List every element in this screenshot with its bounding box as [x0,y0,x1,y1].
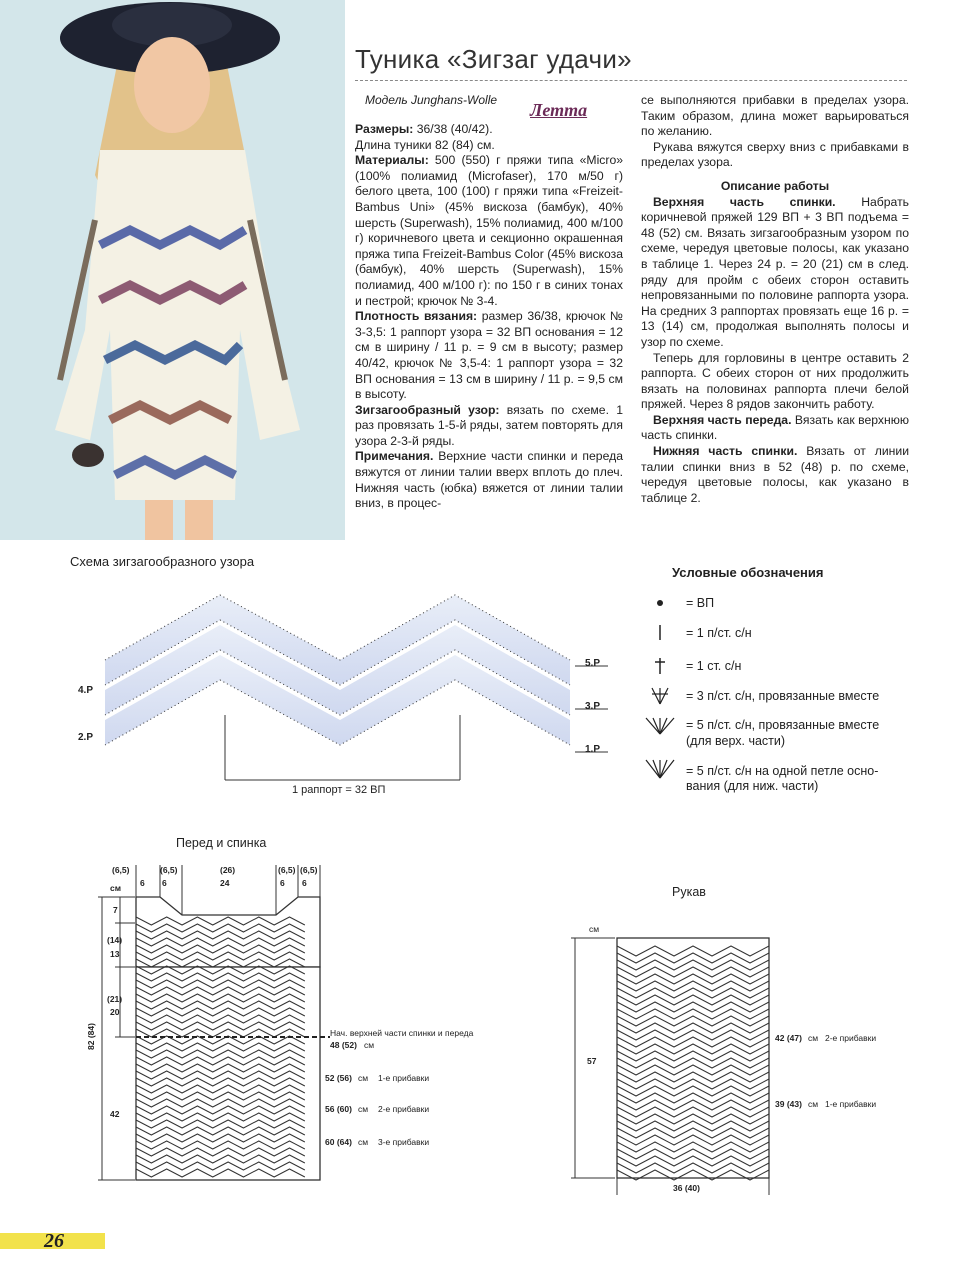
dim-label: (6,5) [300,865,318,875]
sizes-value: 36/38 (40/42). [413,122,493,136]
back-top [641,195,909,351]
back-bottom-label: Нижняя часть спинки. [653,444,798,459]
back-bottom [641,444,909,506]
legend-symbols [640,590,680,790]
dim-label: 42 [110,1109,120,1119]
legend-item: = ВП [686,596,715,610]
dim-label: (14) [107,935,123,945]
title-divider [355,80,907,81]
schema-row-label: 1.Р [585,744,601,755]
front-top [641,413,909,444]
increase-3: 3-е прибавки [378,1137,430,1147]
five-in-one-icon [646,760,674,778]
cm-unit: см [808,1099,819,1109]
sleeve-title: Рукав [672,885,706,899]
cm-unit: см [358,1073,369,1083]
materials-label: Материалы: [355,153,429,168]
repeat-label: 1 раппорт = 32 ВП [292,784,386,796]
dim-label: (6,5) [278,865,296,875]
dim-label: 6 [140,878,145,888]
sleeve-width-42: 42 (47) [775,1033,802,1043]
zigzag-label: Зигзагообразный узор: [355,402,500,417]
dim-label: (21) [107,994,123,1004]
density-text: размер 36/38, крючок № 3-3,5: 1 раппорт узора = 32 ВП основания = 12 см в ширину / 11 р. = 9 см в высоту; размер 40/42, крючок № 3,5-4: 1 раппорт узора = 32 ВП основания = 13 см в ширину / 11 р. = 9,5 см в высоту. [355,309,623,402]
legend-item: = 1 ст. с/н [686,659,742,673]
page-number-tab [0,1230,105,1252]
zigzag-text: вязать по схеме. 1 раз провязать 1-5-й ряды, затем повторять для узора 2-3-й ряды. [355,402,623,448]
schema-title: Схема зигзагообразного узора [70,554,255,569]
density-label: Плотность вязания: [355,309,478,324]
length: Длина туники 82 (84) см. [355,137,495,152]
schema-row-label: 2.Р [78,732,94,743]
cm-unit: см [358,1137,369,1147]
dim-label: 7 [113,905,118,915]
total-height-label: 82 (84) [86,1023,96,1050]
schema-row-label: 3.Р [585,701,601,712]
dim-label: (26) [220,865,236,875]
schema-row-label: 4.Р [78,685,94,696]
dim-label: 20 [110,1007,120,1017]
neck-paragraph: Теперь для горловины в центре оставить 2 раппорта. С обеих сторон от них продолжить вязать на половинах раппорта плечи белой пряжей. Через 8 рядов закончить работу. [641,350,909,412]
cm-label: см [110,883,122,893]
increase-1: 1-е прибавки [378,1073,430,1083]
model-photo [0,0,345,540]
dim-label: 13 [110,949,120,959]
cm-label: см [589,924,600,934]
waist-note: Нач. верхней части спинки и переда [330,1028,474,1038]
width-48: 48 (52) [330,1040,357,1050]
text-column-1 [355,122,623,512]
sleeve-increase-2: 2-е прибавки [825,1033,877,1043]
back-top-label: Верхняя часть спинки. [653,194,836,209]
sizes-label: Размеры: [355,122,414,136]
sleeve-height: 57 [587,1056,597,1066]
dim-label: 6 [280,878,285,888]
front-back-diagram [80,855,520,1185]
density [355,309,623,403]
materials [355,153,623,309]
legend-item: вания (для ниж. части) [686,779,819,793]
legend-item: (для верх. части) [686,734,786,748]
notes-label: Примечания. [355,449,434,464]
schema-row-label: 5.Р [585,658,601,669]
dim-label: 6 [302,878,307,888]
sleeve-bottom-width: 36 (40) [673,1183,700,1193]
legend-item: = 1 п/ст. с/н [686,626,752,640]
sleeve-increase-1: 1-е прибавки [825,1099,877,1109]
legend-item: = 5 п/ст. с/н, провязанные вместе [686,718,880,732]
brand-name: Летта [530,100,588,120]
cm-unit: см [808,1033,819,1043]
text-column-2 [641,93,909,506]
sleeve-width-39: 39 (43) [775,1099,802,1109]
work-heading: Описание работы [720,178,830,193]
legend-item: = 5 п/ст. с/н на одной петле осно- [686,764,879,778]
cm-unit: см [358,1104,369,1114]
three-together-icon [652,688,668,704]
notes [355,449,623,511]
increase-2: 2-е прибавки [378,1104,430,1114]
dim-label: (6,5) [160,865,178,875]
legend-item: = 3 п/ст. с/н, провязанные вместе [686,689,880,703]
notes-text: Верхние части спинки и переда вяжутся от линии талии вверх вплоть до плеч. Нижняя часть (юбка) вяжется от линии талии вниз, в процес- [355,449,623,511]
width-56: 56 (60) [325,1104,352,1114]
schema-bands [105,595,570,745]
model-credit: Модель Junghans-Wolle [365,93,498,107]
page-title: Туника «Зигзаг удачи» [355,44,632,74]
front-top-label: Верхняя часть переда. [653,412,792,427]
width-60: 60 (64) [325,1137,352,1147]
zigzag-schema [70,585,615,800]
dim-label: (6,5) [112,865,130,875]
cm-unit: см [364,1040,375,1050]
sleeves-paragraph: Рукава вяжутся сверху вниз с прибавками в пределах узора. [641,139,909,170]
chain-stitch-icon [657,600,663,606]
front-top-text: Вязать как верхнюю часть спинки. [641,412,909,443]
page-number: 26 [44,1230,64,1252]
double-crochet-icon [655,658,665,674]
back-top-text: Набрать коричневой пряжей 129 ВП + 3 ВП подъема = 48 (52) см. Вязать зигзагообразным узором по схеме, чередуя цветовые полосы, как указано в таблице 1. Через 24 р. = 20 (21) см в след. ряду для пройм с обеих сторон оставить непровязанными по половине раппорта узора. На средних 3 раппортах провязать еще 16 р. = 13 (14) см, продолжая выполнять полосы и узор по схеме. [641,194,909,349]
zigzag-pattern [355,403,623,450]
sizes [355,122,623,138]
width-52: 52 (56) [325,1073,352,1083]
continuation-paragraph: се выполняются прибавки в пределах узора. Таким образом, длина может варьироваться по желанию. [641,93,909,139]
materials-text: 500 (550) г пряжи типа «Micro» (100% полиамид (Microfaser), 170 м/50 г) белого цвета, 100 (100) г пряжи типа «Freizeit-Bambus Uni» (45% вискоза (бамбук), 40% шерсть (Superwash), 15% полиамид, 400 м/100 г) коричневого цвета и секционно окрашенная пряжа типа Freizeit-Bambus Color (45% вискоза (бамбук), 40% шерсть (Superwash), 15% полиамид, 400 м/100 г): по 150 г в синих тонах и пестрой; крючок № 3-4. [355,153,623,308]
five-together-icon [646,718,674,734]
sleeve-diagram [555,920,915,1200]
front-back-title: Перед и спинка [176,836,267,850]
back-bottom-text: Вязать от линии талии спинки вниз в 52 (48) р. по схеме, чередуя цветовые полосы, как указано в таблице 2. [641,444,909,505]
dim-label: 6 [162,878,167,888]
legend-title: Условные обозначения [672,565,824,580]
dim-label: 24 [220,878,230,888]
